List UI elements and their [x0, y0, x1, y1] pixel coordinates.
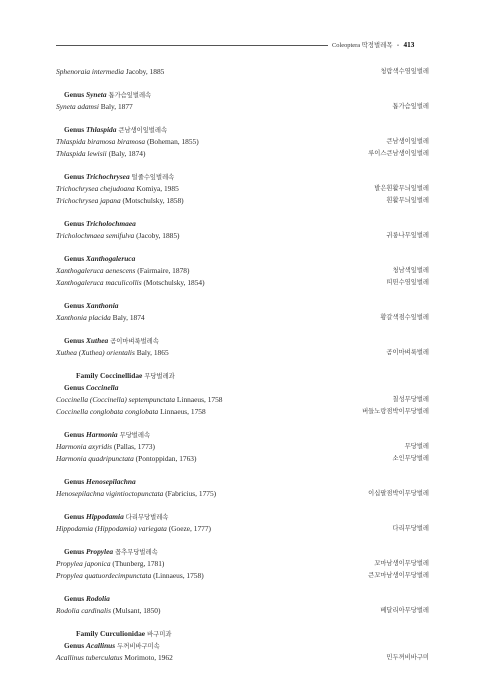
family-heading [56, 370, 429, 382]
scientific-name: Coccinella conglobata conglobata [56, 407, 159, 416]
genus-name: Trichochrysea [86, 172, 130, 181]
genus-heading [56, 124, 429, 136]
genus-heading [56, 429, 429, 441]
section-gap [56, 535, 429, 546]
section-gap [56, 465, 429, 476]
species-entry [56, 265, 429, 277]
species-entry [56, 652, 429, 664]
korean-genus-name: 큰남생이잎벌레속 [118, 127, 168, 134]
korean-common-name: 이십팔점박이무당벌레 [368, 490, 429, 497]
rank-label: Genus [64, 641, 85, 650]
rank-label: Genus [64, 336, 85, 345]
section-gap [56, 500, 429, 511]
family-name: Curculionidae [100, 629, 146, 638]
genus-heading [56, 89, 429, 101]
author-citation: Komiya, 1985 [136, 184, 179, 193]
section-gap [56, 207, 429, 218]
scientific-name: Thlaspida biramosa biramosa [56, 137, 146, 146]
species-entry [56, 277, 429, 289]
rank-label: Genus [64, 383, 85, 392]
family-heading [56, 628, 429, 640]
genus-name: Syneta [86, 90, 107, 99]
genus-heading [56, 546, 429, 558]
scientific-name: Hippodamia (Hippodamia) variegata [56, 524, 167, 533]
korean-common-name: 청남색잎벌레 [392, 267, 429, 274]
species-entry [56, 441, 429, 453]
species-entry [56, 136, 429, 148]
korean-genus-name: 곰이마벼룩벌레속 [110, 338, 159, 345]
korean-genus-name: 무당벌레속 [119, 432, 151, 439]
species-entry [56, 230, 429, 242]
author-citation: (Fairmaire, 1878) [137, 266, 190, 275]
genus-name: Xuthea [86, 336, 109, 345]
author-citation: (Motschulsky, 1858) [122, 196, 184, 205]
genus-name: Acallinus [86, 641, 116, 650]
rank-label: Genus [64, 430, 85, 439]
scientific-name: Thlaspida lewisii [56, 149, 107, 158]
korean-common-name: 큰남생이잎벌레 [386, 138, 429, 145]
genus-name: Xanthogaleruca [86, 254, 136, 263]
author-citation: Linnaeus, 1758 [176, 395, 223, 404]
author-citation: Linnaeus, 1758 [160, 407, 206, 416]
korean-common-name: 버들노랑점박이무당벌레 [362, 408, 429, 415]
author-citation: (Goeze, 1777) [168, 524, 211, 533]
species-entry [56, 570, 429, 582]
scientific-name: Acallinus tuberculatus [56, 653, 123, 662]
rank-label: Family [76, 629, 99, 638]
page-number: 413 [403, 41, 415, 49]
rank-label: Genus [64, 301, 85, 310]
korean-family-name: 바구미과 [147, 631, 172, 638]
running-title: Coleoptera 딱정벌레목 [332, 42, 393, 49]
author-citation: Morimoto, 1962 [124, 653, 173, 662]
author-citation: (Boheman, 1855) [146, 137, 199, 146]
korean-genus-name: 다리무당벌레속 [125, 514, 169, 521]
korean-genus-name: 털줄수잎벌레속 [131, 174, 175, 181]
genus-heading [56, 640, 429, 652]
genus-name: Henosepilachna [86, 477, 136, 486]
section-gap [56, 418, 429, 429]
korean-genus-name: 꼽추무당벌레속 [115, 549, 158, 556]
korean-common-name: 다리무당벌레 [392, 525, 429, 532]
author-citation: (Jacoby, 1885) [136, 231, 180, 240]
scientific-name: Sphenoraia intermedia [56, 67, 124, 76]
species-entry [56, 66, 429, 78]
author-citation: (Linnaeus, 1758) [153, 571, 204, 580]
species-entry [56, 183, 429, 195]
genus-name: Harmonia [86, 430, 118, 439]
korean-common-name: 발은흰활무늬잎벌레 [374, 185, 429, 192]
scientific-name: Xanthonia placida [56, 313, 111, 322]
genus-heading [56, 511, 429, 523]
section-gap [56, 160, 429, 171]
korean-common-name: 베달리아무당벌레 [380, 607, 429, 614]
section-gap [56, 324, 429, 335]
species-entry [56, 558, 429, 570]
korean-common-name: 톱가슴잎벌레 [392, 103, 429, 110]
species-list [56, 66, 429, 664]
header-rule [56, 45, 328, 46]
korean-common-name: 큰꼬마남생이무당벌레 [368, 572, 429, 579]
scientific-name: Harmonia axyridis [56, 442, 113, 451]
section-gap [56, 359, 429, 370]
scientific-name: Xanthogaleruca aenescens [56, 266, 136, 275]
scientific-name: Coccinella (Coccinella) septempunctata [56, 395, 176, 404]
species-entry [56, 195, 429, 207]
genus-name: Coccinella [86, 383, 119, 392]
genus-heading [56, 253, 429, 265]
species-entry [56, 605, 429, 617]
genus-heading [56, 382, 429, 394]
family-name: Coccinellidae [100, 371, 143, 380]
scientific-name: Trichochrysea japana [56, 196, 121, 205]
korean-genus-name: 두꺼비바구미속 [117, 643, 160, 650]
rank-label: Family [76, 371, 99, 380]
korean-family-name: 무당벌레과 [144, 373, 175, 380]
author-citation: Jacoby, 1885 [125, 67, 165, 76]
korean-genus-name: 톱가슴잎벌레속 [108, 92, 152, 99]
species-entry [56, 312, 429, 324]
korean-common-name: 칠성무당벌레 [392, 396, 429, 403]
korean-common-name: 소인무당벌레 [392, 455, 429, 462]
author-citation: Baly, 1877 [100, 102, 133, 111]
section-gap [56, 582, 429, 593]
genus-name: Xanthonia [86, 301, 119, 310]
author-citation: (Fabricius, 1775) [165, 489, 217, 498]
species-entry [56, 406, 429, 418]
genus-name: Propylea [86, 547, 114, 556]
scientific-name: Syneta adamsi [56, 102, 99, 111]
rank-label: Genus [64, 90, 85, 99]
section-gap [56, 289, 429, 300]
rank-label: Genus [64, 594, 85, 603]
rank-label: Genus [64, 172, 85, 181]
korean-common-name: 무당벌레 [404, 443, 429, 450]
korean-common-name: 황갈색점수잎벌레 [380, 314, 429, 321]
species-entry [56, 453, 429, 465]
genus-name: Tricholochmaea [86, 219, 136, 228]
korean-common-name: 흰활무늬잎벌레 [386, 197, 429, 204]
rank-label: Genus [64, 125, 85, 134]
author-citation: (Mulsant, 1850) [112, 606, 161, 615]
species-entry [56, 148, 429, 160]
species-entry [56, 394, 429, 406]
korean-common-name: 띠띤수염잎벌레 [386, 279, 429, 286]
genus-name: Hippodamia [86, 512, 124, 521]
species-entry [56, 523, 429, 535]
rank-label: Genus [64, 547, 85, 556]
author-citation: (Motschulsky, 1854) [143, 278, 205, 287]
author-citation: (Pallas, 1773) [113, 442, 155, 451]
scientific-name: Propylea japonica [56, 559, 111, 568]
author-citation: Baly, 1874 [112, 313, 145, 322]
author-citation: (Baly, 1874) [108, 149, 146, 158]
section-gap [56, 242, 429, 253]
section-gap [56, 78, 429, 89]
korean-common-name: 루이스큰남생이잎벌레 [368, 150, 429, 157]
rank-label: Genus [64, 512, 85, 521]
genus-heading [56, 335, 429, 347]
rank-label: Genus [64, 477, 85, 486]
scientific-name: Rodolia cardinalis [56, 606, 111, 615]
section-gap [56, 617, 429, 628]
genus-name: Thlaspida [86, 125, 117, 134]
scientific-name: Harmonia quadripunctata [56, 454, 134, 463]
running-header [332, 40, 414, 49]
species-entry [56, 347, 429, 359]
species-entry [56, 488, 429, 500]
genus-heading [56, 593, 429, 605]
genus-heading [56, 476, 429, 488]
korean-common-name: 꼬마남생이무당벌레 [374, 560, 429, 567]
species-entry [56, 101, 429, 113]
scientific-name: Xanthogaleruca maculicollis [56, 278, 142, 287]
scientific-name: Trichochrysea chejudoana [56, 184, 135, 193]
korean-common-name: 청람색수염잎벌레 [380, 68, 429, 75]
korean-common-name: 귀룽나무잎벌레 [386, 232, 429, 239]
scientific-name: Xuthea (Xuthea) orientalis [56, 348, 135, 357]
genus-name: Rodolia [86, 594, 110, 603]
author-citation: Baly, 1865 [136, 348, 169, 357]
scientific-name: Henosepilachna vigintioctopunctata [56, 489, 164, 498]
header-separator: • [397, 44, 399, 49]
korean-common-name: 곰이마벼룩벌레 [386, 349, 429, 356]
author-citation: (Pontoppidan, 1763) [135, 454, 197, 463]
genus-heading [56, 218, 429, 230]
author-citation: (Thunberg, 1781) [112, 559, 165, 568]
rank-label: Genus [64, 219, 85, 228]
scientific-name: Propylea quatuordecimpunctata [56, 571, 152, 580]
rank-label: Genus [64, 254, 85, 263]
genus-heading [56, 300, 429, 312]
genus-heading [56, 171, 429, 183]
scientific-name: Tricholochmaea semifulva [56, 231, 135, 240]
section-gap [56, 113, 429, 124]
korean-common-name: 민두꺼비바구미 [386, 654, 429, 661]
